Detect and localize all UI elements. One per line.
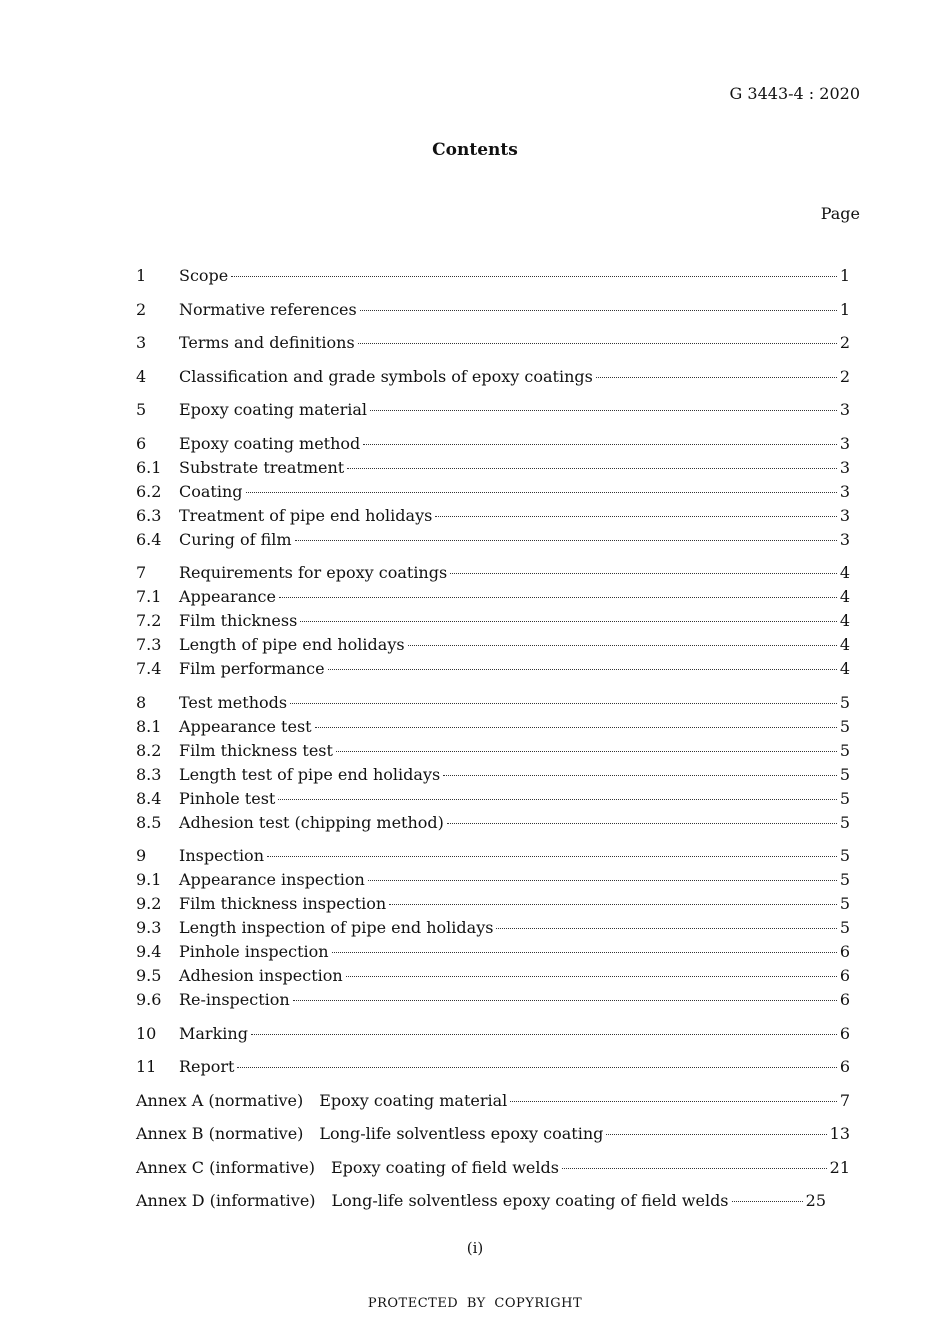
toc-entry-number: 9.6	[136, 990, 162, 1009]
toc-leader-dots	[363, 444, 837, 445]
toc-leader-dots	[443, 775, 837, 776]
toc-leader-dots	[237, 1067, 836, 1068]
toc-entry[interactable]	[136, 1022, 850, 1046]
toc-annex-label: Annex B (normative)	[136, 1124, 304, 1143]
toc-entry[interactable]	[136, 916, 850, 940]
toc-entry[interactable]	[136, 787, 850, 811]
toc-entry-page: 5	[839, 716, 850, 736]
footer-page-number: (i)	[466, 1239, 484, 1257]
toc-entry-title: Appearance test	[179, 716, 312, 736]
toc-entry[interactable]	[136, 988, 850, 1012]
toc-entry-title: Report	[179, 1057, 235, 1076]
toc-entry-page: 5	[839, 788, 850, 808]
toc-annex-page: 21	[829, 1157, 850, 1177]
toc-annex-entry[interactable]	[136, 1089, 850, 1113]
copyright-notice: PROTECTED BY COPYRIGHT	[367, 1296, 583, 1311]
toc-annex-entry[interactable]	[136, 1189, 826, 1213]
toc-entry-page: 3	[839, 433, 850, 453]
toc-entry[interactable]	[136, 528, 850, 552]
toc-leader-dots	[368, 880, 837, 881]
toc-entry-page: 5	[839, 846, 850, 865]
toc-leader-dots	[435, 516, 836, 517]
toc-entry[interactable]	[136, 585, 850, 609]
toc-entry-number: 1	[136, 266, 147, 285]
toc-leader-dots	[267, 856, 837, 857]
toc-leader-dots	[450, 573, 837, 574]
page-title: Contents	[432, 140, 518, 160]
toc-leader-dots	[370, 410, 837, 411]
toc-entry-number: 8.3	[136, 764, 162, 784]
toc-entry[interactable]	[136, 633, 850, 657]
toc-leader-dots	[347, 468, 837, 469]
toc-leader-dots	[328, 669, 837, 670]
toc-entry-page: 5	[839, 692, 850, 712]
toc-entry-number: 7	[136, 563, 147, 582]
toc-entry-number: 9.1	[136, 870, 162, 889]
toc-entry-page: 6	[839, 990, 850, 1009]
toc-entry-title: Re-inspection	[179, 990, 290, 1009]
toc-annex-title: Long-life solventless epoxy coating	[319, 1124, 604, 1143]
toc-entry-page: 6	[839, 1057, 850, 1076]
toc-leader-dots	[278, 799, 836, 800]
toc-entry-number: 3	[136, 333, 147, 352]
toc-leader-dots	[360, 310, 837, 311]
toc-entry[interactable]	[136, 964, 850, 988]
toc-annex-title: Epoxy coating of field welds	[330, 1157, 559, 1177]
toc-entry-number: 6	[136, 433, 147, 453]
toc-entry-number: 4	[136, 366, 147, 386]
toc-entry-title: Test methods	[179, 692, 288, 712]
table-of-contents	[136, 264, 850, 1213]
toc-entry[interactable]	[136, 715, 850, 739]
toc-leader-dots	[606, 1134, 826, 1135]
toc-annex-entry[interactable]	[136, 1156, 850, 1180]
toc-entry[interactable]	[136, 892, 850, 916]
toc-entry-title: Classification and grade symbols of epoxy coatings	[179, 366, 593, 386]
toc-entry-number: 9.4	[136, 942, 162, 961]
toc-entry-number: 9.2	[136, 894, 162, 913]
toc-leader-dots	[732, 1201, 803, 1202]
toc-entry-number: 7.2	[136, 611, 162, 630]
toc-leader-dots	[315, 727, 837, 728]
toc-entry-number: 8.2	[136, 740, 162, 760]
toc-entry-title: Scope	[179, 266, 229, 285]
toc-entry-page: 4	[839, 587, 850, 606]
toc-entry-title: Length of pipe end holidays	[179, 635, 405, 654]
toc-annex-entry[interactable]	[136, 1122, 850, 1146]
toc-entry-title: Inspection	[179, 846, 264, 865]
toc-entry-title: Appearance	[179, 587, 276, 606]
toc-entry-title: Appearance inspection	[179, 870, 365, 889]
toc-entry-title: Epoxy coating method	[179, 433, 361, 453]
toc-leader-dots	[447, 823, 837, 824]
toc-entry-title: Marking	[179, 1023, 248, 1043]
toc-leader-dots	[332, 952, 837, 953]
toc-entry[interactable]	[136, 298, 850, 322]
toc-entry-page: 1	[839, 299, 850, 319]
toc-annex-page: 7	[839, 1090, 850, 1110]
toc-entry-number: 9.3	[136, 918, 162, 937]
toc-leader-dots	[279, 597, 837, 598]
toc-entry-title: Requirements for epoxy coatings	[179, 563, 448, 582]
toc-entry-number: 7.3	[136, 635, 162, 654]
toc-entry-title: Film thickness	[179, 611, 298, 630]
toc-entry-page: 6	[839, 1023, 850, 1043]
toc-entry[interactable]	[136, 657, 850, 681]
toc-leader-dots	[596, 377, 837, 378]
toc-entry-title: Coating	[179, 481, 243, 501]
toc-entry[interactable]	[136, 432, 850, 456]
toc-entry-page: 2	[839, 333, 850, 352]
toc-entry[interactable]	[136, 763, 850, 787]
toc-entry-title: Length test of pipe end holidays	[179, 764, 441, 784]
toc-entry-page: 1	[839, 266, 850, 285]
toc-entry-page: 5	[839, 918, 850, 937]
toc-entry-number: 8	[136, 692, 147, 712]
toc-entry[interactable]	[136, 811, 850, 835]
toc-entry-number: 2	[136, 299, 147, 319]
toc-entry-page: 4	[839, 635, 850, 654]
standard-number: G 3443-4 : 2020	[729, 84, 860, 103]
toc-entry-title: Length inspection of pipe end holidays	[179, 918, 494, 937]
toc-entry-title: Treatment of pipe end holidays	[179, 505, 433, 525]
toc-entry-number: 8.5	[136, 812, 162, 832]
toc-entry-title: Epoxy coating material	[179, 400, 368, 419]
toc-entry-page: 5	[839, 870, 850, 889]
toc-leader-dots	[389, 904, 837, 905]
toc-leader-dots	[290, 703, 837, 704]
toc-entry[interactable]	[136, 561, 850, 585]
toc-entry-number: 6.1	[136, 457, 162, 477]
toc-entry-title: Adhesion inspection	[179, 966, 343, 985]
toc-entry-title: Film performance	[179, 659, 325, 678]
toc-entry-page: 3	[839, 400, 850, 419]
toc-entry-page: 6	[839, 942, 850, 961]
toc-entry[interactable]	[136, 844, 850, 868]
toc-entry-number: 9.5	[136, 966, 162, 985]
toc-entry[interactable]	[136, 398, 850, 422]
toc-entry-page: 5	[839, 740, 850, 760]
toc-leader-dots	[496, 928, 836, 929]
toc-entry-number: 9	[136, 846, 147, 865]
toc-leader-dots	[358, 343, 837, 344]
toc-entry[interactable]	[136, 480, 850, 504]
toc-entry[interactable]	[136, 365, 850, 389]
toc-leader-dots	[300, 621, 837, 622]
toc-leader-dots	[346, 976, 837, 977]
toc-entry-page: 3	[839, 457, 850, 477]
toc-entry-number: 7.4	[136, 659, 162, 678]
toc-annex-label: Annex A (normative)	[136, 1090, 304, 1110]
toc-entry-page: 5	[839, 894, 850, 913]
toc-entry-number: 10	[136, 1023, 157, 1043]
toc-entry-title: Pinhole inspection	[179, 942, 329, 961]
toc-annex-page: 13	[829, 1124, 850, 1143]
toc-leader-dots	[336, 751, 837, 752]
toc-entry-number: 6.3	[136, 505, 162, 525]
toc-leader-dots	[251, 1034, 837, 1035]
toc-leader-dots	[562, 1168, 827, 1169]
toc-entry[interactable]	[136, 504, 850, 528]
toc-entry-title: Substrate treatment	[179, 457, 345, 477]
toc-entry-title: Terms and definitions	[179, 333, 355, 352]
toc-entry-number: 7.1	[136, 587, 162, 606]
toc-leader-dots	[231, 276, 837, 277]
toc-entry[interactable]	[136, 739, 850, 763]
toc-entry-page: 4	[839, 611, 850, 630]
toc-entry-page: 6	[839, 966, 850, 985]
toc-entry-page: 3	[839, 529, 850, 549]
page-column-label: Page	[820, 204, 860, 223]
toc-entry-title: Normative references	[179, 299, 357, 319]
toc-entry[interactable]	[136, 940, 850, 964]
toc-entry-number: 11	[136, 1057, 157, 1076]
toc-entry-title: Film thickness test	[179, 740, 333, 760]
toc-entry-page: 3	[839, 481, 850, 501]
toc-entry[interactable]	[136, 456, 850, 480]
toc-entry[interactable]	[136, 264, 850, 288]
toc-entry-page: 5	[839, 764, 850, 784]
toc-entry-number: 8.1	[136, 716, 162, 736]
toc-entry-page: 5	[839, 812, 850, 832]
toc-entry-title: Curing of film	[179, 529, 292, 549]
toc-leader-dots	[510, 1101, 837, 1102]
toc-leader-dots	[295, 540, 837, 541]
toc-leader-dots	[293, 1000, 837, 1001]
toc-annex-title: Epoxy coating material	[319, 1090, 508, 1110]
toc-entry-number: 6.2	[136, 481, 162, 501]
toc-annex-page: 25	[805, 1191, 826, 1210]
toc-entry-page: 4	[839, 659, 850, 678]
toc-entry-page: 2	[839, 366, 850, 386]
toc-annex-label: Annex D (informative)	[136, 1191, 316, 1210]
toc-entry-number: 5	[136, 400, 147, 419]
toc-entry-number: 8.4	[136, 788, 162, 808]
toc-entry[interactable]	[136, 1055, 850, 1079]
toc-entry[interactable]	[136, 609, 850, 633]
toc-annex-label: Annex C (informative)	[136, 1157, 315, 1177]
toc-entry-title: Film thickness inspection	[179, 894, 387, 913]
toc-entry-page: 4	[839, 563, 850, 582]
toc-entry-title: Adhesion test (chipping method)	[179, 812, 444, 832]
toc-leader-dots	[246, 492, 837, 493]
toc-entry[interactable]	[136, 331, 850, 355]
toc-entry-number: 6.4	[136, 529, 162, 549]
toc-annex-title: Long-life solventless epoxy coating of field welds	[331, 1191, 729, 1210]
toc-entry-page: 3	[839, 505, 850, 525]
toc-leader-dots	[408, 645, 837, 646]
toc-entry[interactable]	[136, 691, 850, 715]
toc-entry-title: Pinhole test	[179, 788, 276, 808]
toc-entry[interactable]	[136, 868, 850, 892]
